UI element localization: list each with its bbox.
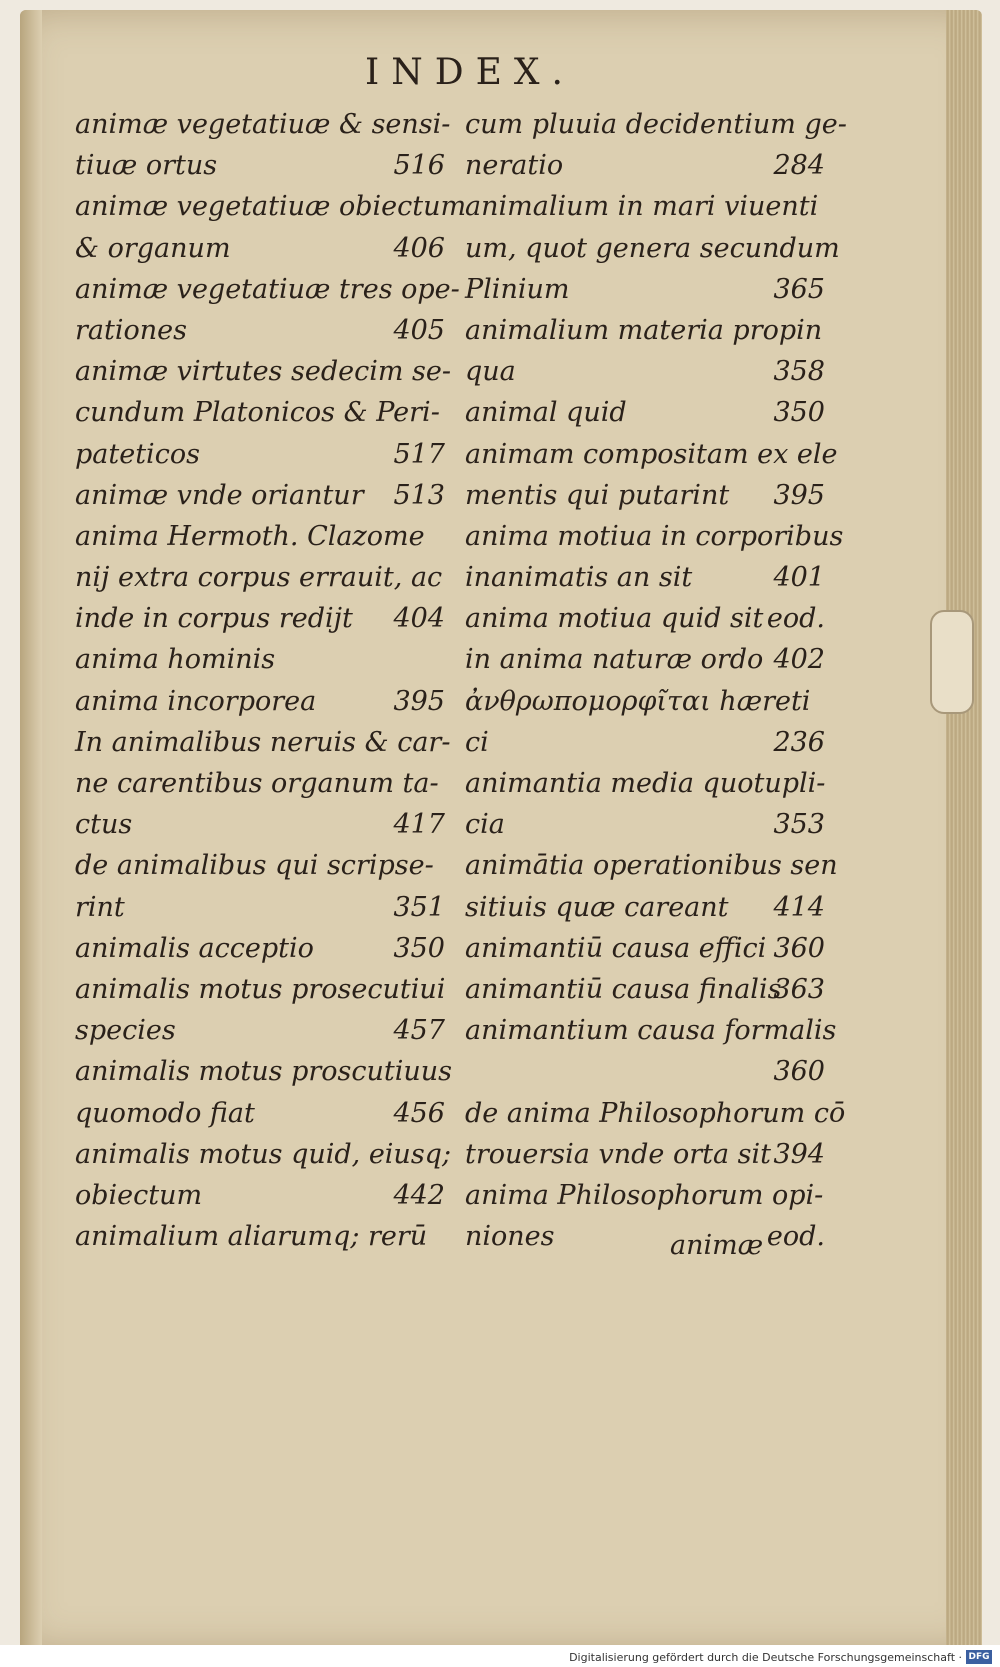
index-page-number: 406 xyxy=(393,232,445,264)
index-entry-text: In animalibus neruis & car- xyxy=(75,726,451,758)
index-entry-text: animantia media quotupli- xyxy=(465,768,826,799)
index-page-number: 360 xyxy=(773,932,825,964)
index-entry-text: animæ vnde oriantur xyxy=(75,479,364,511)
index-line xyxy=(75,228,445,269)
index-line xyxy=(465,310,825,351)
index-page-number: 414 xyxy=(773,891,825,923)
index-entry-text: in anima naturæ ordo xyxy=(465,644,764,676)
index-entry-text: anima hominis xyxy=(75,644,276,676)
index-entry-text: ne carentibus organum ta- xyxy=(75,768,439,799)
index-line xyxy=(75,598,445,639)
index-line xyxy=(465,1134,825,1175)
left-index-column xyxy=(75,104,467,1257)
index-line xyxy=(75,639,445,680)
index-entry-text: animæ vegetatiuæ obiectum xyxy=(75,191,467,223)
index-line xyxy=(465,804,825,845)
index-entry-text: de animalibus qui scripse- xyxy=(75,850,434,882)
index-line xyxy=(465,639,825,680)
index-line xyxy=(75,186,467,227)
index-entry-text: anima Hermoth. Clazome xyxy=(75,520,425,552)
page-tab-marker xyxy=(930,610,974,714)
index-line xyxy=(465,228,840,269)
index-line xyxy=(465,1051,825,1092)
index-entry-text: animal quid xyxy=(465,397,627,429)
index-line xyxy=(465,516,844,557)
index-entry-text: ctus xyxy=(75,809,133,841)
index-line xyxy=(75,763,445,804)
index-entry-text: Plinium xyxy=(465,273,570,305)
index-entry-text: animantium causa formalis xyxy=(465,1015,837,1047)
index-line xyxy=(75,104,451,145)
catchword: animæ xyxy=(670,1230,764,1261)
index-line xyxy=(75,1010,445,1051)
index-entry-text: um, quot genera secundum xyxy=(465,232,840,264)
index-entry-text: animalis acceptio xyxy=(75,932,314,964)
index-entry-text: inanimatis an sit xyxy=(465,562,693,594)
footer-credit: Digitalisierung gefördert durch die Deutsche Forschungsgemeinschaft · xyxy=(569,1651,962,1664)
index-page-number: 516 xyxy=(393,150,445,182)
index-page-number: 350 xyxy=(393,932,445,964)
index-entry-text: & organum xyxy=(75,232,231,264)
index-entry-text: animalium in mari viuenti xyxy=(465,191,819,223)
index-page-number: 363 xyxy=(773,973,825,1005)
index-page-number: 401 xyxy=(773,562,825,594)
index-line xyxy=(75,1093,445,1134)
index-page-number: 395 xyxy=(773,479,825,511)
index-entry-text: animalium materia propin xyxy=(465,314,823,346)
index-entry-text: species xyxy=(75,1015,176,1047)
index-line xyxy=(75,804,445,845)
index-page-number: eod. xyxy=(766,1221,825,1253)
index-entry-text: niones xyxy=(465,1221,555,1253)
index-entry-text: anima Philosophorum opi- xyxy=(465,1179,824,1211)
page-fore-edge xyxy=(946,10,982,1650)
index-page-number: 513 xyxy=(393,479,445,511)
index-page-number: 456 xyxy=(393,1097,445,1129)
index-page-number: 417 xyxy=(393,809,445,841)
index-line xyxy=(465,269,825,310)
index-line xyxy=(465,145,825,186)
index-entry-text: pateticos xyxy=(75,438,200,470)
index-entry-text: ci xyxy=(465,726,489,758)
index-line xyxy=(465,722,825,763)
index-entry-text: animalis motus proscutiuus xyxy=(75,1056,452,1088)
index-line xyxy=(75,392,445,433)
index-line xyxy=(465,969,825,1010)
index-entry-text: mentis qui putarint xyxy=(465,479,730,511)
right-index-column xyxy=(465,104,847,1257)
index-entry-text: qua xyxy=(465,356,516,388)
index-entry-text: anima incorporea xyxy=(75,685,317,717)
index-line xyxy=(465,887,825,928)
index-line xyxy=(465,557,825,598)
index-page-number: 353 xyxy=(773,809,825,841)
index-line xyxy=(75,557,445,598)
index-line xyxy=(465,351,825,392)
index-entry-text: tiuæ ortus xyxy=(75,150,218,182)
index-entry-text: de anima Philosophorum cō xyxy=(465,1097,846,1129)
index-line xyxy=(75,928,445,969)
index-entry-text: animæ vegetatiuæ tres ope- xyxy=(75,273,460,305)
index-entry-text: obiectum xyxy=(75,1179,203,1211)
index-page-number: 236 xyxy=(773,726,825,758)
index-entry-text: animalis motus quid, eiusq; xyxy=(75,1138,452,1170)
index-line xyxy=(75,845,445,886)
index-line xyxy=(75,475,445,516)
index-entry-text: cum pluuia decidentium ge- xyxy=(465,109,847,140)
index-line xyxy=(75,887,445,928)
index-line xyxy=(75,516,445,557)
index-line xyxy=(75,434,445,475)
index-page-number: 284 xyxy=(773,150,825,182)
index-line xyxy=(75,1175,445,1216)
index-line xyxy=(75,310,445,351)
index-entry-text: trouersia vnde orta sit xyxy=(465,1138,771,1170)
index-entry-text: cia xyxy=(465,809,505,841)
index-page-number: 351 xyxy=(393,891,445,923)
index-entry-text: animātia operationibus sen xyxy=(465,850,838,882)
index-page-number: 402 xyxy=(773,644,825,676)
index-page-number: 365 xyxy=(773,273,825,305)
index-page-number: 358 xyxy=(773,356,825,388)
index-entry-text: animalis motus prosecutiui xyxy=(75,973,446,1005)
index-page-number: 360 xyxy=(773,1056,825,1088)
index-line xyxy=(465,186,825,227)
index-line xyxy=(465,392,825,433)
index-line xyxy=(465,928,825,969)
index-line xyxy=(465,681,825,722)
index-entry-text: animantiū causa effici xyxy=(465,932,767,964)
dfg-logo: DFG xyxy=(966,1650,992,1664)
index-line xyxy=(465,475,825,516)
page-gutter xyxy=(20,10,42,1650)
index-entry-text: rationes xyxy=(75,314,187,346)
index-entry-text: ἀνθρωπομορφῖται hæreti xyxy=(465,685,811,717)
index-page-number: 405 xyxy=(393,314,445,346)
index-entry-text: animantiū causa finalis xyxy=(465,973,782,1005)
index-entry-text: neratio xyxy=(465,150,564,182)
index-line xyxy=(75,145,445,186)
index-line xyxy=(75,269,460,310)
index-page-number: 395 xyxy=(393,685,445,717)
index-entry-text: rint xyxy=(75,891,125,923)
index-page-number: 442 xyxy=(393,1179,445,1211)
index-entry-text: animæ vegetatiuæ & sensi- xyxy=(75,109,451,140)
index-line xyxy=(465,1175,825,1216)
index-line xyxy=(465,763,825,804)
index-line xyxy=(75,722,451,763)
index-entry-text: animalium aliarumq; rerū xyxy=(75,1221,428,1253)
index-page-number: 394 xyxy=(773,1138,825,1170)
index-line xyxy=(465,845,838,886)
index-page-number: 350 xyxy=(773,397,825,429)
index-line xyxy=(465,1010,837,1051)
index-entry-text: sitiuis quæ careant xyxy=(465,891,729,923)
index-page-number: eod. xyxy=(766,603,825,635)
index-entry-text: anima motiua quid sit xyxy=(465,603,764,635)
index-line xyxy=(75,969,445,1010)
page-title: INDEX. xyxy=(365,52,575,93)
index-entry-text: animæ virtutes sedecim se- xyxy=(75,356,451,388)
index-line xyxy=(465,1216,825,1257)
index-page-number: 517 xyxy=(393,438,445,470)
index-line xyxy=(465,434,838,475)
index-entry-text: cundum Platonicos & Peri- xyxy=(75,397,440,429)
index-page-number: 457 xyxy=(393,1015,445,1047)
index-entry-text: inde in corpus redijt xyxy=(75,603,353,635)
index-line xyxy=(465,598,825,639)
index-line xyxy=(75,1051,452,1092)
index-page-number: 404 xyxy=(393,603,445,635)
footer-bar xyxy=(0,1645,1000,1667)
index-line xyxy=(465,104,847,145)
index-entry-text: anima motiua in corporibus xyxy=(465,520,844,552)
index-line xyxy=(75,1216,445,1257)
index-entry-text: quomodo fiat xyxy=(75,1097,255,1129)
index-line xyxy=(465,1093,846,1134)
index-line xyxy=(75,351,451,392)
index-entry-text: nij extra corpus errauit, ac xyxy=(75,562,443,594)
index-line xyxy=(75,1134,452,1175)
index-entry-text: animam compositam ex ele xyxy=(465,438,838,470)
index-line xyxy=(75,681,445,722)
